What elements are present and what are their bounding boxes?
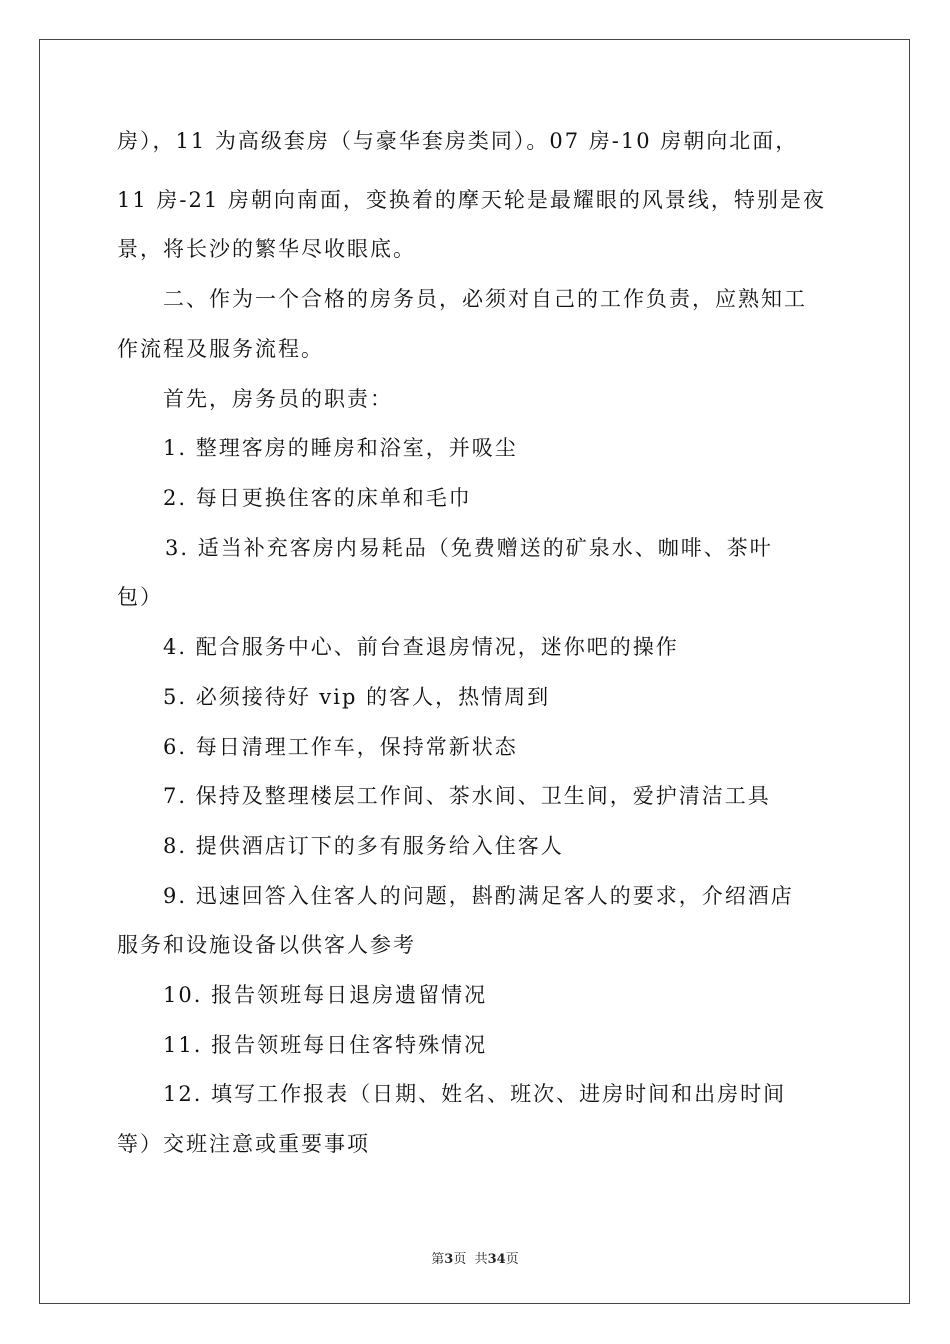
list-item: 8. 提供酒店订下的多有服务给入住客人 bbox=[163, 834, 564, 858]
list-item: 7. 保持及整理楼层工作间、茶水间、卫生间，爱护清洁工具 bbox=[163, 784, 771, 808]
text-line: 首先，房务员的职责： bbox=[163, 387, 393, 411]
page-footer bbox=[0, 1248, 950, 1267]
text-line: 11 房-21 房朝向南面，变换着的摩天轮是最耀眼的风景线，特别是夜 bbox=[117, 188, 826, 212]
list-item: 12. 填写工作报表（日期、姓名、班次、进房时间和出房时间 bbox=[163, 1082, 787, 1106]
list-item: 10. 报告领班每日退房遗留情况 bbox=[163, 983, 488, 1007]
list-item: 9. 迅速回答入住客人的问题，斟酌满足客人的要求，介绍酒店 bbox=[163, 884, 794, 908]
list-item: 2. 每日更换住客的床单和毛巾 bbox=[163, 486, 472, 510]
footer-suffix: 页 bbox=[505, 1252, 519, 1267]
current-page-number: 3 bbox=[444, 1252, 454, 1267]
text-line: 服务和设施设备以供客人参考 bbox=[117, 933, 416, 957]
text-line: 包） bbox=[117, 585, 163, 609]
list-item: 1. 整理客房的睡房和浴室，并吸尘 bbox=[163, 436, 518, 460]
text-line: 作流程及服务流程。 bbox=[117, 337, 324, 361]
list-item: 6. 每日清理工作车，保持常新状态 bbox=[163, 735, 518, 759]
list-item: 4. 配合服务中心、前台查退房情况，迷你吧的操作 bbox=[163, 635, 679, 659]
total-page-count: 34 bbox=[487, 1252, 506, 1267]
page-border bbox=[39, 39, 910, 1304]
list-item: 3. 适当补充客房内易耗品（免费赠送的矿泉水、咖啡、茶叶 bbox=[165, 536, 773, 560]
text-line: 景，将长沙的繁华尽收眼底。 bbox=[117, 237, 416, 261]
list-item: 5. 必须接待好 vip 的客人，热情周到 bbox=[163, 685, 551, 709]
list-item: 11. 报告领班每日住客特殊情况 bbox=[163, 1033, 488, 1057]
text-line: 房），11 为高级套房（与豪华套房类同）。07 房-10 房朝向北面， bbox=[117, 129, 799, 153]
footer-mid: 页 共 bbox=[453, 1252, 488, 1267]
text-line: 等）交班注意或重要事项 bbox=[117, 1132, 370, 1156]
footer-prefix: 第 bbox=[431, 1252, 445, 1267]
text-line: 二、作为一个合格的房务员，必须对自己的工作负责，应熟知工 bbox=[163, 287, 807, 311]
